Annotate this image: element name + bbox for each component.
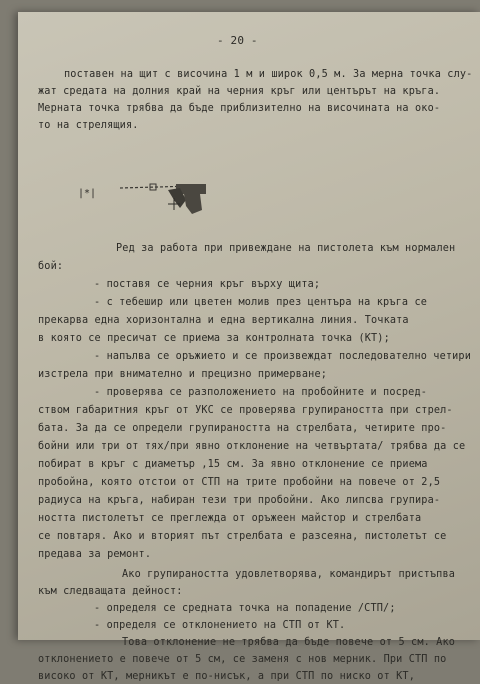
text-line: ността пистолетът се преглежда от оръжеен майстор и стрелбата [38, 513, 422, 524]
page-number: - 20 - [217, 34, 258, 47]
text-line: в която се пресичат се приема за контролната точка (КТ); [38, 333, 390, 344]
text-line: бойни или три от тях/при явно отклонение на четвъртата/ трябва да се [38, 441, 466, 452]
text-line: ством габаритния кръг от УКС се проверява групираността при стрел- [38, 405, 453, 416]
text-line: побират в кръг с диаметър ,15 см. За явно отклонение се приема [38, 459, 428, 470]
text-line: прекарва една хоризонтална и една вертикална линия. Точката [38, 315, 409, 326]
text-line: изстрела при внимателно и прецизно примерване; [38, 369, 328, 380]
text-line: поставен на щит с височина 1 м и широк 0,5 м. За мерна точка слу- [64, 69, 473, 80]
pistol-sight-drawing [76, 170, 216, 230]
text-line: радиуса на кръга, набиран тези три пробойни. Ако липсва групира- [38, 495, 441, 506]
text-line: към следващата дейност: [38, 586, 183, 597]
text-line: Ако групираността удовлетворява, командирът пристъпва [122, 569, 456, 580]
figure-label: |*| [78, 188, 97, 199]
text-line: бой: [38, 261, 64, 272]
text-line: то на стрелящия. [38, 120, 139, 131]
text-line: се повтаря. Ако и вторият път стрелбата е разсеяна, пистолетът се [38, 531, 447, 542]
text-line: - напълва се оръжието и се произвеждат последователно четири [94, 351, 472, 362]
text-line: Мерната точка трябва да бъде приблизително на височината на око- [38, 103, 441, 114]
text-line: Това отклонение не трябва да бъде повече от 5 см. Ако [122, 637, 456, 648]
text-line: отклонението е повече от 5 см, се заменя с нов мерник. При СТП по [38, 654, 447, 665]
text-line: жат средата на долния край на черния кръг или центърът на кръга. [38, 86, 441, 97]
pistol-sight-figure [76, 170, 216, 234]
text-line: пробойна, която отстои от СТП на трите пробойни на повече от 2,5 [38, 477, 441, 488]
text-line: - определя се средната точка на попадение /СТП/; [94, 603, 396, 614]
text-line: - с тебешир или цветен молив през центъра на кръга се [94, 297, 428, 308]
text-line: - поставя се черния кръг върху щита; [94, 279, 321, 290]
text-line: предава за ремонт. [38, 549, 152, 560]
document-page [18, 12, 480, 682]
text-line: - определя се отклонението на СТП от КТ. [94, 620, 346, 631]
text-line: Ред за работа при привеждане на пистолета към нормален [116, 243, 456, 254]
text-line: високо от КТ, мерникът е по-нисък, а при СТП по ниско от КТ, [38, 671, 416, 682]
text-line: бата. За да се определи групираността на стрелбата, четирите про- [38, 423, 447, 434]
text-line: - проверява се разположението на пробойните и посред- [94, 387, 428, 398]
